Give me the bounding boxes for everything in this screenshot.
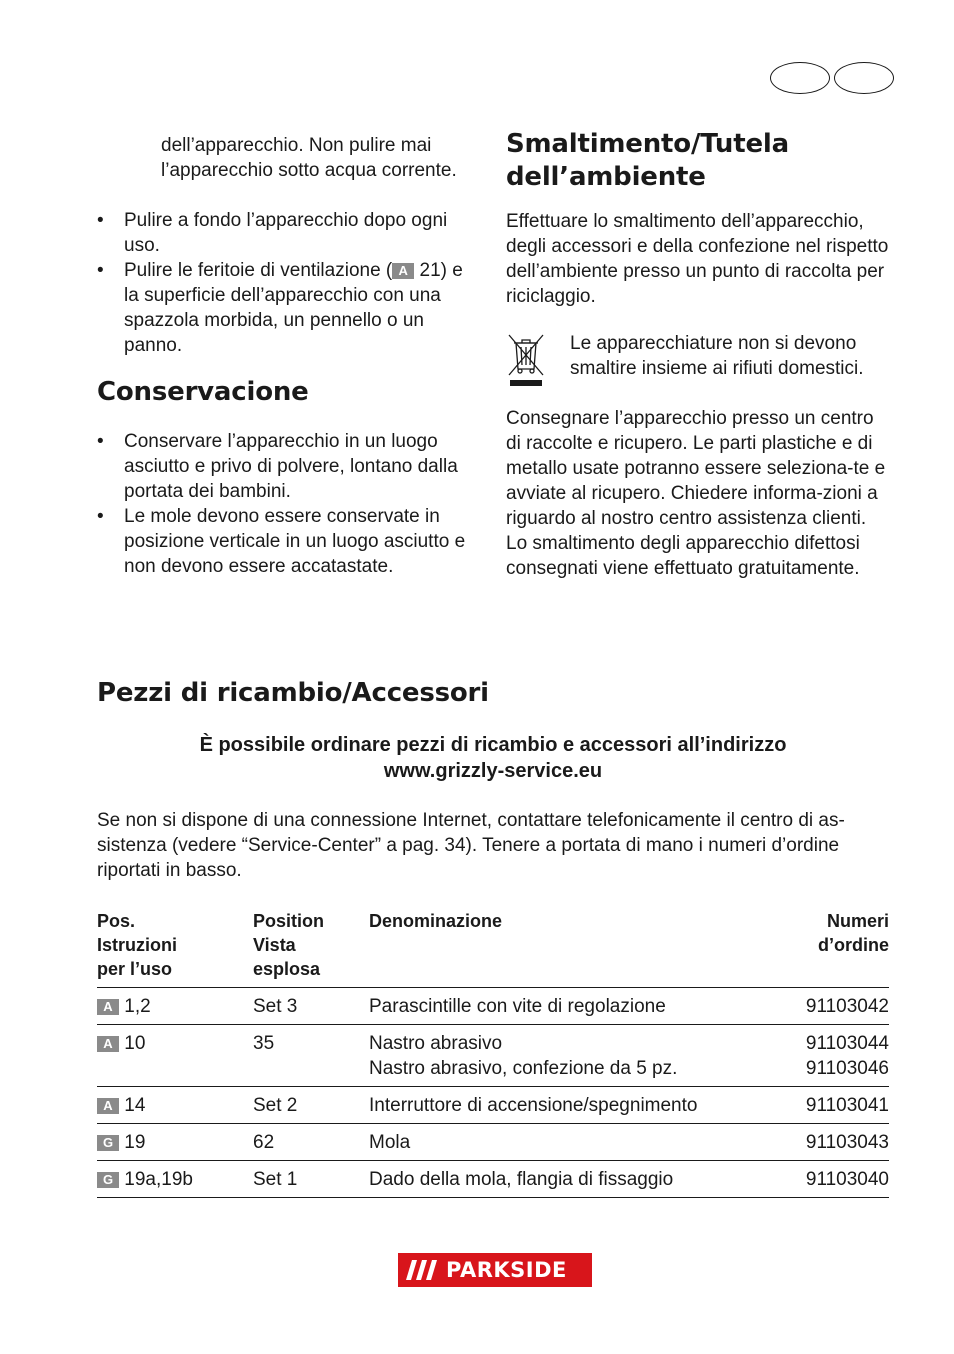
header-name: Denominazione bbox=[369, 911, 503, 931]
logo-brand: PARKSIDE bbox=[446, 1258, 567, 1282]
service-url[interactable]: www.grizzly-service.eu bbox=[383, 760, 603, 782]
logo-stripes-icon bbox=[398, 1253, 446, 1287]
header-number: Numeri d’ordine bbox=[818, 911, 889, 955]
table-row: A 1,2 Set 3 Parascintille con vite di regolazione 91103042 bbox=[97, 988, 889, 1025]
storage-item-2: • Le mole devono essere conservate in posizione verticale in un luogo asciutto e non devono essere accatastate. bbox=[97, 504, 482, 579]
order-info bbox=[97, 732, 889, 784]
header-position: Position Vista esplosa bbox=[253, 911, 324, 979]
figure-tag: A bbox=[97, 1036, 119, 1052]
weee-text: Le apparecchiature non si devono smaltire insieme ai rifiuti domestici. bbox=[570, 333, 864, 379]
table-row: A 10 35 Nastro abrasivo Nastro abrasivo, confezione da 5 pz. 91103044 91103046 bbox=[97, 1025, 889, 1087]
right-column bbox=[506, 128, 891, 581]
storage-list bbox=[97, 429, 482, 579]
table-row: G 19 62 Mola 91103043 bbox=[97, 1124, 889, 1161]
language-badge-1 bbox=[770, 62, 830, 94]
left-column bbox=[97, 133, 482, 579]
recycling-paragraph: Consegnare l’apparecchio presso un centro di raccolte e ricupero. Le parti plastiche e di metallo usate potranno essere seleziona-te e avviate al ricupero. Chiedere informa-zioni a riguardo al nostro centro assistenza clienti. bbox=[506, 408, 886, 529]
free-disposal-paragraph: Lo smaltimento degli apparecchio difettosi consegnati viene effettuato gratuitamente. bbox=[506, 533, 860, 579]
language-badges bbox=[770, 62, 898, 94]
spare-parts-intro: Se non si dispone di una connessione Internet, contattare telefonicamente il centro di as-sistenza (vedere “Service-Center” a pag. 34). Tenere a portata di mano i numeri d’ordine riportati in basso. bbox=[97, 810, 845, 881]
header-pos: Pos. Istruzioni per l’uso bbox=[97, 911, 177, 979]
cleaning-list bbox=[97, 208, 482, 358]
order-info-line: È possibile ordinare pezzi di ricambio e accessori all’indirizzo bbox=[199, 734, 787, 756]
table-header-row bbox=[97, 909, 889, 988]
spare-parts-heading: Pezzi di ricambio/Accessori bbox=[97, 678, 489, 708]
figure-tag: G bbox=[97, 1135, 119, 1151]
figure-tag: A bbox=[97, 1098, 119, 1114]
spare-parts-table bbox=[97, 909, 889, 1198]
figure-tag: A bbox=[97, 999, 119, 1015]
spare-parts-section bbox=[97, 677, 889, 883]
language-badge-2 bbox=[834, 62, 894, 94]
spare-parts-table-wrap bbox=[97, 909, 889, 1198]
disposal-heading: Smaltimento/Tutela dell’ambiente bbox=[506, 129, 789, 192]
cleaning-item-2: • Pulire le feritoie di ventilazione ( A 21) e la superficie dell’apparecchio con una spazzola morbida, un pennello o un panno. bbox=[97, 258, 482, 358]
figure-tag: A bbox=[392, 263, 414, 279]
cleaning-item-1: • Pulire a fondo l’apparecchio dopo ogni uso. bbox=[97, 208, 482, 258]
disposal-paragraph: Effettuare lo smaltimento dell’apparecchio, degli accessori e della confezione nel rispetto dell’ambiente presso un punto di raccolta per riciclaggio. bbox=[506, 211, 889, 307]
storage-heading: Conservacione bbox=[97, 377, 309, 407]
crossed-bin-icon bbox=[506, 331, 546, 387]
storage-item-1: • Conservare l’apparecchio in un luogo asciutto e privo di polvere, lontano dalla portata dei bambini. bbox=[97, 429, 482, 504]
figure-tag: G bbox=[97, 1172, 119, 1188]
weee-notice bbox=[506, 331, 891, 387]
parkside-logo bbox=[398, 1253, 592, 1287]
table-row: A 14 Set 2 Interruttore di accensione/spegnimento 91103041 bbox=[97, 1087, 889, 1124]
cleaning-intro: dell’apparecchio. Non pulire mai l’apparecchio sotto acqua corrente. bbox=[161, 135, 457, 181]
table-row: G 19a,19b Set 1 Dado della mola, flangia di fissaggio 91103040 bbox=[97, 1161, 889, 1198]
